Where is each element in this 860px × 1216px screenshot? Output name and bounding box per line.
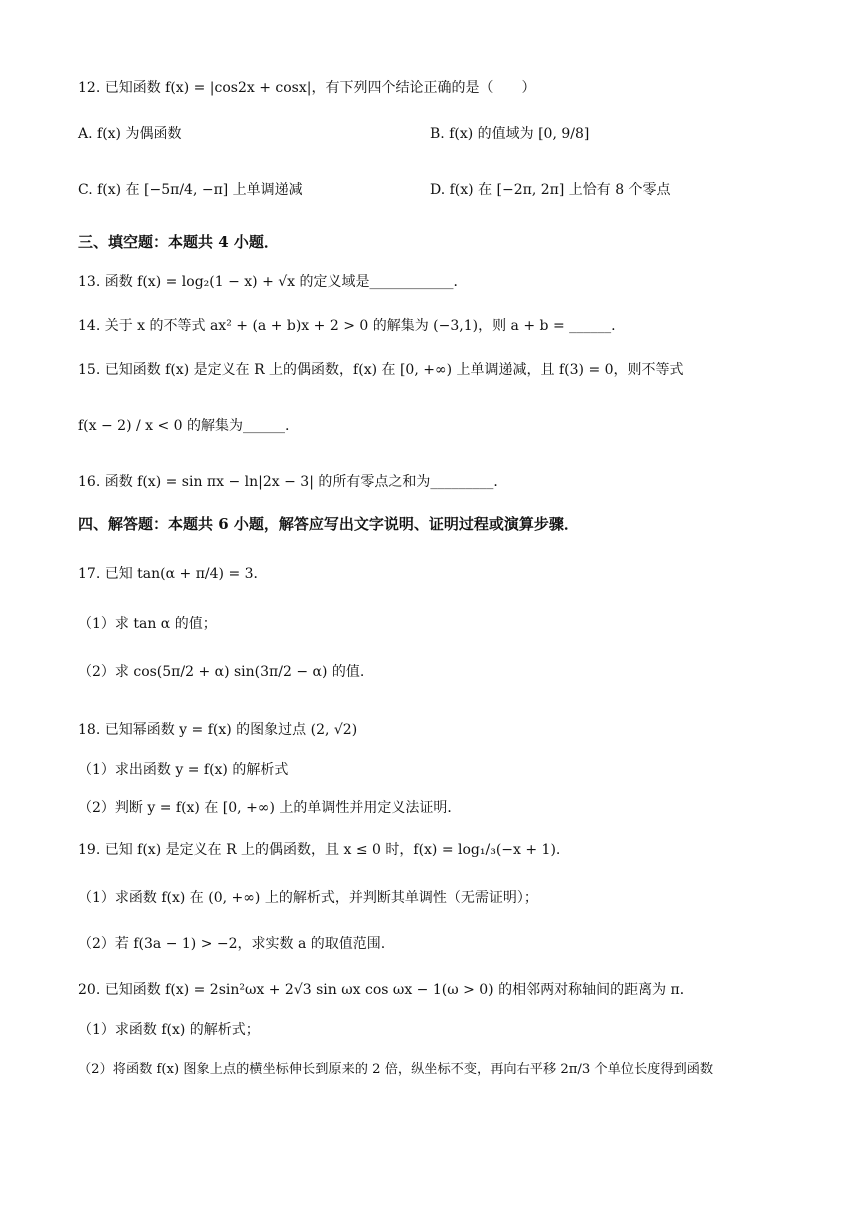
q18-part2: （2）判断 y = f(x) 在 [0, +∞) 上的单调性并用定义法证明．	[78, 800, 462, 816]
q20-part1: （1）求函数 f(x) 的解析式；	[78, 1022, 260, 1038]
section-4-heading: 四、解答题：本题共 6 小题，解答应写出文字说明、证明过程或演算步骤．	[78, 515, 579, 533]
q12-option-d: D. f(x) 在 [−2π, 2π] 上恰有 8 个零点	[430, 182, 671, 198]
q14-text: 14. 关于 x 的不等式 ax² + (a + b)x + 2 > 0 的解集为 (−3,1)，则 a + b = ______.	[78, 318, 616, 334]
q17-part1: （1）求 tan α 的值；	[78, 616, 217, 632]
q19-part2: （2）若 f(3a − 1) > −2，求实数 a 的取值范围.	[78, 936, 386, 952]
q19-part1: （1）求函数 f(x) 在 (0, +∞) 上的解析式，并判断其单调性（无需证明）；	[78, 890, 538, 906]
q12-stem: 12. 已知函数 f(x) = |cos2x + cosx|，有下列四个结论正确的是（ ）	[78, 80, 536, 96]
q15-line1: 15. 已知函数 f(x) 是定义在 R 上的偶函数，f(x) 在 [0, +∞) 上单调递减，且 f(3) = 0，则不等式	[78, 362, 684, 378]
q16-text: 16. 函数 f(x) = sin πx − ln|2x − 3| 的所有零点之和为_________．	[78, 474, 508, 490]
q18-part1: （1）求出函数 y = f(x) 的解析式	[78, 762, 289, 778]
q13-text: 13. 函数 f(x) = log₂(1 − x) + √x 的定义域是____________．	[78, 274, 468, 290]
q12-option-c: C. f(x) 在 [−5π/4, −π] 上单调递减	[78, 182, 303, 198]
q20-stem: 20. 已知函数 f(x) = 2sin²ωx + 2√3 sin ωx cos ωx − 1(ω > 0) 的相邻两对称轴间的距离为 π．	[78, 982, 694, 998]
q12-option-a: A. f(x) 为偶函数	[78, 126, 182, 142]
q12-option-b: B. f(x) 的值域为 [0, 9/8]	[430, 126, 590, 142]
q18-stem: 18. 已知幂函数 y = f(x) 的图象过点 (2, √2)	[78, 722, 358, 738]
q20-part2: （2）将函数 f(x) 图象上点的横坐标伸长到原来的 2 倍，纵坐标不变，再向右平移 2π/3 个单位长度得到函数	[78, 1062, 714, 1077]
section-3-heading: 三、填空题：本题共 4 小题．	[78, 233, 279, 251]
q15-line2: f(x − 2) / x < 0 的解集为______.	[78, 418, 290, 434]
q19-stem: 19. 已知 f(x) 是定义在 R 上的偶函数，且 x ≤ 0 时，f(x) = log₁/₃(−x + 1).	[78, 842, 561, 858]
q17-part2: （2）求 cos(5π/2 + α) sin(3π/2 − α) 的值.	[78, 664, 365, 680]
q17-stem: 17. 已知 tan(α + π/4) = 3．	[78, 566, 268, 582]
